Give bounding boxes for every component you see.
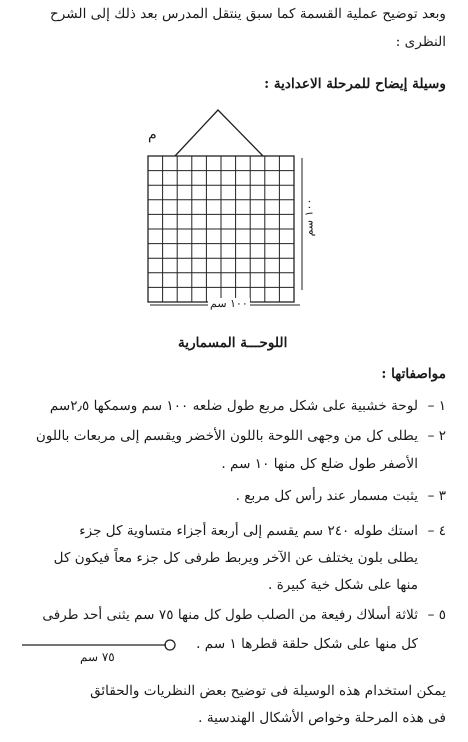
steel-wire-ring — [165, 640, 175, 650]
section-heading: وسيلة إيضاح للمرحلة الاعدادية : — [264, 76, 446, 92]
intro-line-1: وبعد توضيح عملية القسمة كما سبق ينتقل المدرس بعد ذلك إلى الشرح — [50, 6, 446, 22]
intro-line-2: النظرى : — [395, 34, 446, 50]
closing-line-1: يمكن استخدام هذه الوسيلة فى توضيح بعض النظريات والحقائق — [90, 683, 446, 699]
wire-length-label: ٧٥ سم — [80, 650, 115, 664]
closing-line-2: فى هذه المرحلة وخواص الأشكال الهندسية . — [198, 710, 446, 726]
item-3-number: ٣ – — [427, 488, 446, 504]
item-1-number: ١ – — [427, 398, 446, 414]
nail-mark: م — [148, 127, 157, 143]
item-5-line-2: كل منها على شكل حلقة قطرها ١ سم . — [196, 636, 418, 652]
item-2-line-1: يطلى كل من وجهى اللوحة باللون الأخضر ويقسم إلى مربعات باللون — [35, 428, 418, 444]
figure-caption: اللوحـــة المسمارية — [178, 335, 288, 351]
item-4-line-3: منها على شكل خية كبيرة . — [268, 577, 418, 593]
item-4-line-1: استك طوله ٢٤٠ سم يقسم إلى أربعة أجزاء متساوية كل جزء — [79, 523, 418, 539]
item-1-line-1: لوحة خشبية على شكل مربع طول ضلعه ١٠٠ سم وسمكها ٢٫٥سم — [49, 398, 418, 414]
pegboard-grid — [148, 156, 294, 302]
side-dimension-label: ١٠٠ سم — [302, 198, 316, 237]
item-5-number: ٥ – — [427, 607, 446, 623]
hanging-string — [175, 110, 263, 156]
item-5-line-1: ثلاثة أسلاك رفيعة من الصلب طول كل منها ٧٥ سم يثنى أحد طرفى — [42, 607, 418, 623]
item-3-line-1: يثبت مسمار عند رأس كل مربع . — [235, 488, 418, 504]
item-2-line-2: الأصفر طول ضلع كل منها ١٠ سم . — [221, 456, 418, 472]
item-4-line-2: يطلى بلون يختلف عن الآخر ويربط طرفى كل جزء معاً فيكون كل — [53, 550, 418, 566]
bottom-dimension-label: ١٠٠ سم — [210, 297, 248, 310]
specs-heading: مواصفاتها : — [381, 366, 446, 382]
item-2-number: ٢ – — [427, 428, 446, 444]
item-4-number: ٤ – — [427, 523, 446, 539]
